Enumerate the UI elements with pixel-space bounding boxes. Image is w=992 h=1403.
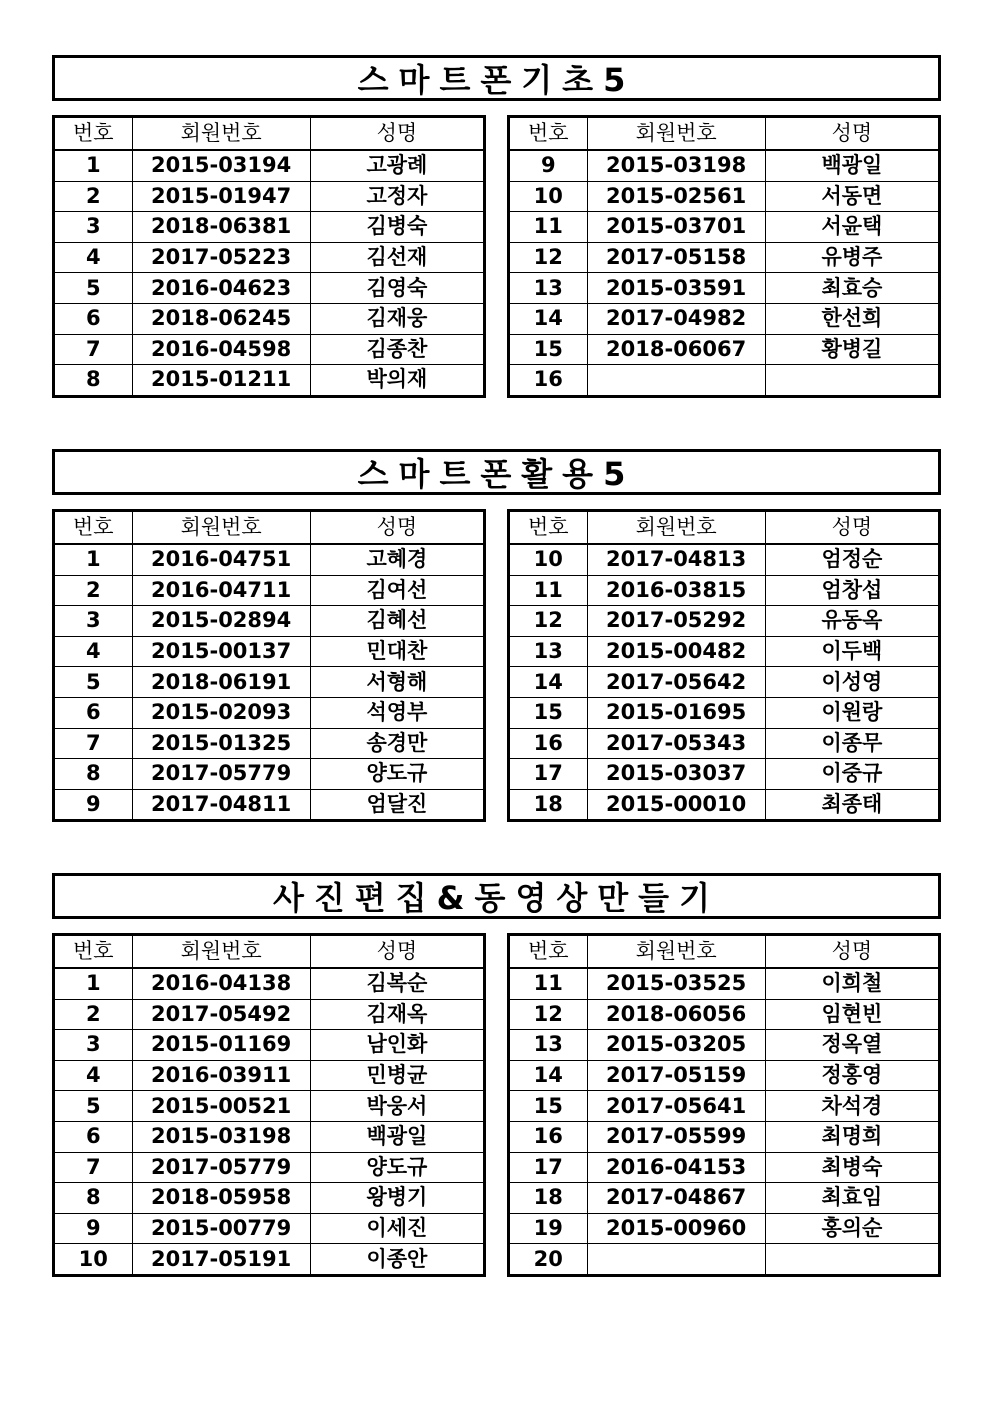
cell-name: 엄정순 [765, 544, 939, 575]
cell-no: 18 [509, 789, 588, 821]
table-row [509, 789, 940, 821]
cell-name: 이종안 [310, 1244, 484, 1276]
table-row [54, 1152, 485, 1183]
header-row [54, 935, 485, 969]
cell-no: 14 [509, 303, 588, 334]
cell-name: 고광례 [310, 150, 484, 181]
table-row [509, 575, 940, 606]
header-name: 성명 [765, 935, 939, 969]
table-row [54, 1060, 485, 1091]
table-row [509, 728, 940, 759]
cell-member-id: 2015-01695 [587, 697, 765, 728]
cell-no: 16 [509, 365, 588, 397]
header-no: 번호 [54, 935, 133, 969]
header-row [54, 511, 485, 545]
cell-no: 3 [54, 606, 133, 637]
cell-member-id: 2015-00482 [587, 636, 765, 667]
cell-no: 9 [54, 789, 133, 821]
cell-name: 정옥열 [765, 1030, 939, 1061]
cell-no: 5 [54, 273, 133, 304]
table-row [54, 697, 485, 728]
cell-no: 4 [54, 242, 133, 273]
table-row [54, 606, 485, 637]
table-row [54, 242, 485, 273]
header-member-id: 회원번호 [132, 117, 310, 151]
cell-name: 민대찬 [310, 636, 484, 667]
section-title: 스마트폰활용5 [52, 449, 941, 495]
cell-member-id: 2017-05343 [587, 728, 765, 759]
cell-name: 최효임 [765, 1183, 939, 1214]
table-row [509, 1121, 940, 1152]
table-row [54, 789, 485, 821]
cell-name: 최병숙 [765, 1152, 939, 1183]
cell-member-id [587, 1244, 765, 1276]
cell-no: 7 [54, 334, 133, 365]
table-row [54, 1213, 485, 1244]
table-row [509, 365, 940, 397]
cell-name: 임현빈 [765, 999, 939, 1030]
table-row [509, 636, 940, 667]
table-row [509, 759, 940, 790]
cell-no: 2 [54, 575, 133, 606]
cell-member-id: 2017-04982 [587, 303, 765, 334]
header-name: 성명 [310, 117, 484, 151]
cell-no: 7 [54, 1152, 133, 1183]
cell-member-id: 2016-04153 [587, 1152, 765, 1183]
cell-no: 9 [54, 1213, 133, 1244]
cell-no: 14 [509, 1060, 588, 1091]
cell-member-id: 2018-06056 [587, 999, 765, 1030]
cell-name: 남인화 [310, 1030, 484, 1061]
cell-member-id [587, 365, 765, 397]
table-row [54, 1121, 485, 1152]
cell-name: 황병길 [765, 334, 939, 365]
header-name: 성명 [310, 935, 484, 969]
cell-no: 12 [509, 999, 588, 1030]
table-row [509, 1244, 940, 1276]
cell-name: 엄달진 [310, 789, 484, 821]
cell-member-id: 2016-04751 [132, 544, 310, 575]
table-row [54, 968, 485, 999]
cell-name: 김재웅 [310, 303, 484, 334]
cell-name: 고혜경 [310, 544, 484, 575]
header-member-id: 회원번호 [587, 117, 765, 151]
roster-table-left [52, 509, 486, 822]
cell-no: 6 [54, 303, 133, 334]
header-row [54, 117, 485, 151]
cell-no: 17 [509, 759, 588, 790]
cell-member-id: 2017-05223 [132, 242, 310, 273]
cell-member-id: 2015-03701 [587, 212, 765, 243]
table-row [509, 667, 940, 698]
table-row [54, 1244, 485, 1276]
table-row [509, 150, 940, 181]
table-row [509, 606, 940, 637]
cell-name: 이중규 [765, 759, 939, 790]
cell-name: 송경만 [310, 728, 484, 759]
table-row [509, 273, 940, 304]
table-row [54, 1030, 485, 1061]
cell-name: 정홍영 [765, 1060, 939, 1091]
roster-tables [52, 933, 941, 1277]
cell-name: 고정자 [310, 181, 484, 212]
cell-no: 4 [54, 1060, 133, 1091]
header-row [509, 935, 940, 969]
cell-no: 14 [509, 667, 588, 698]
cell-member-id: 2016-04138 [132, 968, 310, 999]
cell-name: 박웅서 [310, 1091, 484, 1122]
cell-name: 이두백 [765, 636, 939, 667]
cell-member-id: 2017-04813 [587, 544, 765, 575]
cell-member-id: 2015-03194 [132, 150, 310, 181]
cell-member-id: 2015-03198 [132, 1121, 310, 1152]
cell-member-id: 2015-01169 [132, 1030, 310, 1061]
cell-no: 13 [509, 636, 588, 667]
table-row [509, 334, 940, 365]
cell-member-id: 2017-05159 [587, 1060, 765, 1091]
cell-name: 최효승 [765, 273, 939, 304]
cell-name: 왕병기 [310, 1183, 484, 1214]
cell-name: 이세진 [310, 1213, 484, 1244]
header-no: 번호 [509, 117, 588, 151]
table-row [54, 150, 485, 181]
table-row [509, 1213, 940, 1244]
cell-no: 16 [509, 1121, 588, 1152]
cell-member-id: 2017-05779 [132, 1152, 310, 1183]
cell-name: 박의재 [310, 365, 484, 397]
cell-no: 6 [54, 697, 133, 728]
cell-member-id: 2018-06381 [132, 212, 310, 243]
cell-no: 12 [509, 606, 588, 637]
header-no: 번호 [54, 511, 133, 545]
cell-name: 최종태 [765, 789, 939, 821]
cell-no: 3 [54, 212, 133, 243]
cell-member-id: 2016-04711 [132, 575, 310, 606]
section-title: 사진편집&동영상만들기 [52, 873, 941, 919]
cell-no: 13 [509, 1030, 588, 1061]
cell-name: 김종찬 [310, 334, 484, 365]
roster-table-right [507, 933, 941, 1277]
cell-name: 한선희 [765, 303, 939, 334]
cell-member-id: 2016-04598 [132, 334, 310, 365]
table-row [509, 999, 940, 1030]
roster-table-left [52, 115, 486, 398]
cell-no: 19 [509, 1213, 588, 1244]
cell-name: 김선재 [310, 242, 484, 273]
cell-name: 김재옥 [310, 999, 484, 1030]
cell-name: 이원랑 [765, 697, 939, 728]
header-member-id: 회원번호 [587, 935, 765, 969]
cell-no: 16 [509, 728, 588, 759]
cell-no: 17 [509, 1152, 588, 1183]
cell-member-id: 2015-02561 [587, 181, 765, 212]
header-name: 성명 [765, 117, 939, 151]
cell-name: 양도규 [310, 1152, 484, 1183]
cell-name: 서동면 [765, 181, 939, 212]
cell-no: 8 [54, 1183, 133, 1214]
table-row [54, 575, 485, 606]
cell-name: 이종무 [765, 728, 939, 759]
table-row [54, 636, 485, 667]
table-row [509, 242, 940, 273]
table-row [509, 212, 940, 243]
cell-name: 이성영 [765, 667, 939, 698]
cell-name: 최명희 [765, 1121, 939, 1152]
cell-name: 김혜선 [310, 606, 484, 637]
table-row [509, 1060, 940, 1091]
table-row [54, 212, 485, 243]
cell-member-id: 2017-04811 [132, 789, 310, 821]
cell-no: 9 [509, 150, 588, 181]
cell-member-id: 2015-00010 [587, 789, 765, 821]
cell-no: 1 [54, 150, 133, 181]
cell-name: 김여선 [310, 575, 484, 606]
table-row [54, 544, 485, 575]
cell-name [765, 365, 939, 397]
cell-no: 20 [509, 1244, 588, 1276]
cell-member-id: 2015-03205 [587, 1030, 765, 1061]
cell-member-id: 2015-03525 [587, 968, 765, 999]
table-row [509, 1030, 940, 1061]
header-row [509, 511, 940, 545]
cell-member-id: 2018-06245 [132, 303, 310, 334]
cell-member-id: 2016-03815 [587, 575, 765, 606]
cell-no: 11 [509, 968, 588, 999]
table-row [509, 1152, 940, 1183]
section-title: 스마트폰기초5 [52, 55, 941, 101]
cell-member-id: 2018-06067 [587, 334, 765, 365]
header-row [509, 117, 940, 151]
cell-member-id: 2015-01211 [132, 365, 310, 397]
cell-member-id: 2017-05292 [587, 606, 765, 637]
cell-name: 김병숙 [310, 212, 484, 243]
table-row [54, 667, 485, 698]
cell-name: 백광일 [765, 150, 939, 181]
table-row [54, 759, 485, 790]
cell-no: 6 [54, 1121, 133, 1152]
roster-table-right [507, 115, 941, 398]
cell-no: 5 [54, 1091, 133, 1122]
cell-no: 4 [54, 636, 133, 667]
cell-name: 홍의순 [765, 1213, 939, 1244]
table-row [509, 181, 940, 212]
cell-no: 10 [509, 544, 588, 575]
cell-no: 13 [509, 273, 588, 304]
table-row [509, 303, 940, 334]
section-smartphone-basics [52, 55, 941, 398]
cell-no: 11 [509, 212, 588, 243]
cell-name: 유동옥 [765, 606, 939, 637]
cell-no: 10 [54, 1244, 133, 1276]
cell-member-id: 2016-03911 [132, 1060, 310, 1091]
table-row [54, 181, 485, 212]
cell-name: 민병균 [310, 1060, 484, 1091]
table-row [509, 1183, 940, 1214]
table-row [54, 728, 485, 759]
cell-member-id: 2016-04623 [132, 273, 310, 304]
cell-member-id: 2017-05642 [587, 667, 765, 698]
cell-no: 11 [509, 575, 588, 606]
cell-no: 7 [54, 728, 133, 759]
roster-tables [52, 115, 941, 398]
table-row [54, 1183, 485, 1214]
cell-name: 엄창섭 [765, 575, 939, 606]
table-row [509, 1091, 940, 1122]
cell-member-id: 2015-00960 [587, 1213, 765, 1244]
section-photo-video [52, 873, 941, 1277]
cell-member-id: 2017-05492 [132, 999, 310, 1030]
cell-no: 2 [54, 999, 133, 1030]
cell-no: 1 [54, 968, 133, 999]
cell-no: 2 [54, 181, 133, 212]
header-member-id: 회원번호 [132, 935, 310, 969]
cell-member-id: 2015-01947 [132, 181, 310, 212]
table-row [509, 697, 940, 728]
table-row [54, 1091, 485, 1122]
cell-name: 유병주 [765, 242, 939, 273]
cell-member-id: 2018-05958 [132, 1183, 310, 1214]
cell-member-id: 2017-05641 [587, 1091, 765, 1122]
cell-no: 8 [54, 365, 133, 397]
cell-member-id: 2015-02894 [132, 606, 310, 637]
cell-no: 15 [509, 1091, 588, 1122]
roster-tables [52, 509, 941, 822]
cell-member-id: 2018-06191 [132, 667, 310, 698]
header-member-id: 회원번호 [132, 511, 310, 545]
cell-no: 12 [509, 242, 588, 273]
cell-name: 석영부 [310, 697, 484, 728]
cell-name [765, 1244, 939, 1276]
cell-no: 8 [54, 759, 133, 790]
cell-name: 김영숙 [310, 273, 484, 304]
cell-member-id: 2015-00137 [132, 636, 310, 667]
table-row [509, 544, 940, 575]
roster-table-right [507, 509, 941, 822]
cell-name: 김복순 [310, 968, 484, 999]
cell-member-id: 2017-05191 [132, 1244, 310, 1276]
roster-table-left [52, 933, 486, 1277]
cell-no: 15 [509, 697, 588, 728]
cell-member-id: 2015-03198 [587, 150, 765, 181]
cell-member-id: 2017-05599 [587, 1121, 765, 1152]
cell-no: 1 [54, 544, 133, 575]
cell-member-id: 2015-03037 [587, 759, 765, 790]
cell-member-id: 2015-02093 [132, 697, 310, 728]
cell-member-id: 2015-00521 [132, 1091, 310, 1122]
cell-no: 18 [509, 1183, 588, 1214]
cell-no: 5 [54, 667, 133, 698]
cell-name: 이희철 [765, 968, 939, 999]
cell-member-id: 2015-03591 [587, 273, 765, 304]
header-no: 번호 [54, 117, 133, 151]
cell-name: 서윤택 [765, 212, 939, 243]
cell-no: 15 [509, 334, 588, 365]
cell-member-id: 2017-05779 [132, 759, 310, 790]
cell-no: 3 [54, 1030, 133, 1061]
table-row [509, 968, 940, 999]
table-row [54, 273, 485, 304]
table-row [54, 303, 485, 334]
cell-name: 백광일 [310, 1121, 484, 1152]
cell-member-id: 2015-01325 [132, 728, 310, 759]
cell-name: 양도규 [310, 759, 484, 790]
cell-name: 차석경 [765, 1091, 939, 1122]
section-smartphone-use [52, 449, 941, 822]
header-no: 번호 [509, 511, 588, 545]
cell-name: 서형해 [310, 667, 484, 698]
table-row [54, 334, 485, 365]
header-name: 성명 [310, 511, 484, 545]
cell-member-id: 2017-05158 [587, 242, 765, 273]
table-row [54, 999, 485, 1030]
header-name: 성명 [765, 511, 939, 545]
header-no: 번호 [509, 935, 588, 969]
table-row [54, 365, 485, 397]
cell-member-id: 2017-04867 [587, 1183, 765, 1214]
header-member-id: 회원번호 [587, 511, 765, 545]
cell-member-id: 2015-00779 [132, 1213, 310, 1244]
cell-no: 10 [509, 181, 588, 212]
